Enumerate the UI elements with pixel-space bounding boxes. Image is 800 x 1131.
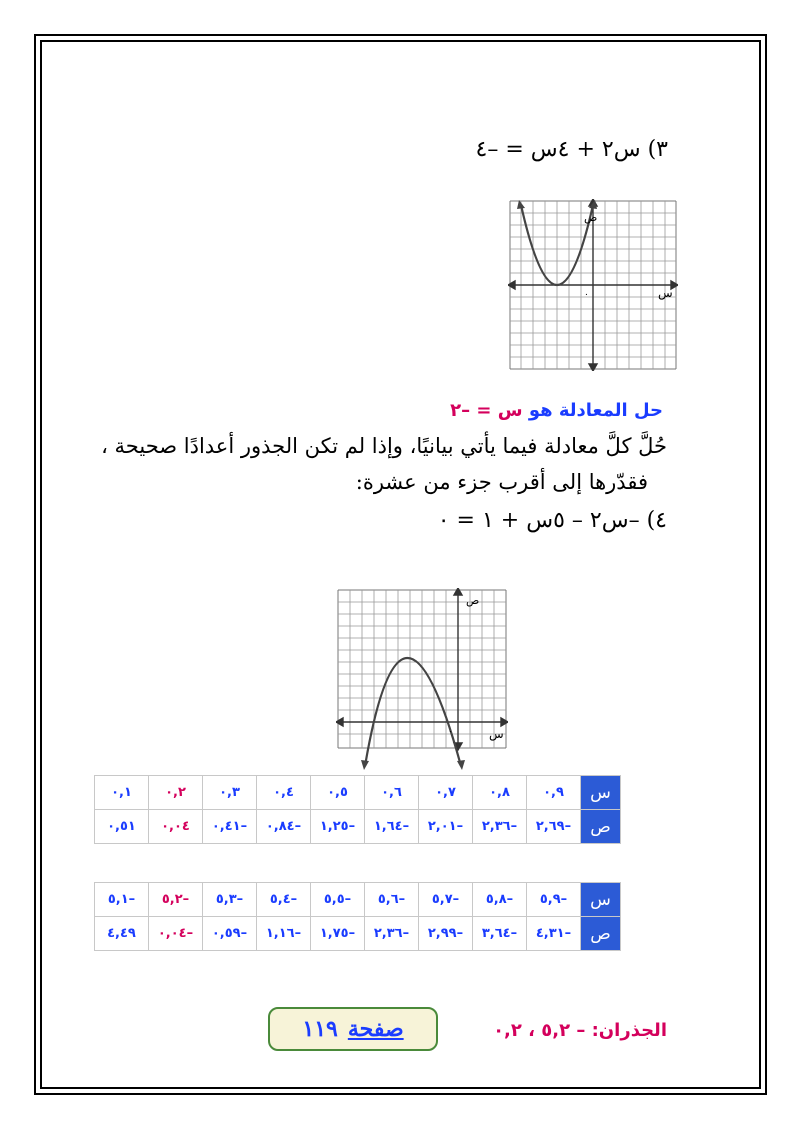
- table-cell: –٥,٧: [419, 883, 473, 917]
- problem-3-equation: ٣) س٢ + ٤س = –٤: [475, 137, 668, 162]
- values-table-1: [94, 775, 621, 844]
- graph-2-x-label: س: [489, 727, 504, 741]
- table-2-x-row: [95, 883, 621, 917]
- table-cell: –٥,٦: [365, 883, 419, 917]
- table-cell: –٤,٣١: [527, 917, 581, 951]
- table-cell: –٢,٦٩: [527, 810, 581, 844]
- table-cell: ٠,١: [95, 776, 149, 810]
- graph-1-y-label: ص: [584, 211, 598, 224]
- table-1-x-row: [95, 776, 621, 810]
- table-1-x-header: س: [581, 776, 621, 810]
- table-cell: ٤,٤٩: [95, 917, 149, 951]
- table-cell: –٣,٦٤: [473, 917, 527, 951]
- instructions-line-2: فقدّرها إلى أقرب جزء من عشرة:: [355, 470, 648, 494]
- table-cell: –٥,٤: [257, 883, 311, 917]
- table-cell: –٥,١: [95, 883, 149, 917]
- values-table-2: [94, 882, 621, 951]
- page-number: ١١٩: [302, 1016, 338, 1042]
- table-cell: ٠,٦: [365, 776, 419, 810]
- graph-1-origin-label: ٠: [584, 290, 589, 300]
- graph-problem-4-svg: [336, 588, 508, 770]
- table-cell: –٠,٨٤: [257, 810, 311, 844]
- table-1-y-header: ص: [581, 810, 621, 844]
- roots-answer: الجذران: – ٥,٢ ، ٠,٢: [493, 1020, 667, 1041]
- table-cell: –٥,٨: [473, 883, 527, 917]
- table-2-y-header: ص: [581, 917, 621, 951]
- solution-3: [450, 400, 663, 421]
- table-cell: –٥,٣: [203, 883, 257, 917]
- graph-problem-3-svg: [508, 199, 678, 371]
- table-cell: –١,٦٤: [365, 810, 419, 844]
- table-cell: ٠,٤: [257, 776, 311, 810]
- table-cell: –٥,٥: [311, 883, 365, 917]
- table-cell: –٠,٤١: [203, 810, 257, 844]
- table-cell: ٠,٣: [203, 776, 257, 810]
- instructions-line-1: حُلَّ كلَّ معادلة فيما يأتي بيانيًا، وإذا لم تكن الجذور أعدادًا صحيحة ،: [101, 434, 667, 458]
- page-number-box: [268, 1007, 438, 1051]
- table-cell: –٠,٥٩: [203, 917, 257, 951]
- graph-2-origin-label: ٠: [448, 727, 453, 737]
- problem-4-equation: ٤) –س٢ – ٥س + ١ = ٠: [437, 508, 667, 533]
- table-cell: ٠,٢: [149, 776, 203, 810]
- table-cell: –٢,٣٦: [365, 917, 419, 951]
- table-cell: –٥,٩: [527, 883, 581, 917]
- table-cell: ٠,٩: [527, 776, 581, 810]
- table-cell: –١,٧٥: [311, 917, 365, 951]
- solution-3-value: س = –٢: [450, 400, 523, 421]
- table-cell: –٢,٠١: [419, 810, 473, 844]
- table-cell: ٠,٨: [473, 776, 527, 810]
- table-cell: ٠,٥: [311, 776, 365, 810]
- table-cell: –٥,٢: [149, 883, 203, 917]
- table-cell: –١,٢٥: [311, 810, 365, 844]
- table-2-x-header: س: [581, 883, 621, 917]
- table-cell: –٢,٩٩: [419, 917, 473, 951]
- table-cell: –٢,٣٦: [473, 810, 527, 844]
- solution-3-label: حل المعادلة هو: [522, 400, 663, 421]
- table-cell: ٠,٧: [419, 776, 473, 810]
- table-2-y-row: [95, 917, 621, 951]
- table-cell: –١,١٦: [257, 917, 311, 951]
- graph-problem-3: [508, 199, 678, 371]
- page-word: صفحة: [347, 1016, 404, 1042]
- graph-2-y-label: ص: [466, 594, 480, 607]
- graph-1-x-label: س: [658, 286, 673, 300]
- table-cell: ٠,٠٤: [149, 810, 203, 844]
- graph-problem-4: [336, 588, 508, 770]
- table-cell: ٠,٥١: [95, 810, 149, 844]
- table-cell: –٠,٠٤: [149, 917, 203, 951]
- table-1-y-row: [95, 810, 621, 844]
